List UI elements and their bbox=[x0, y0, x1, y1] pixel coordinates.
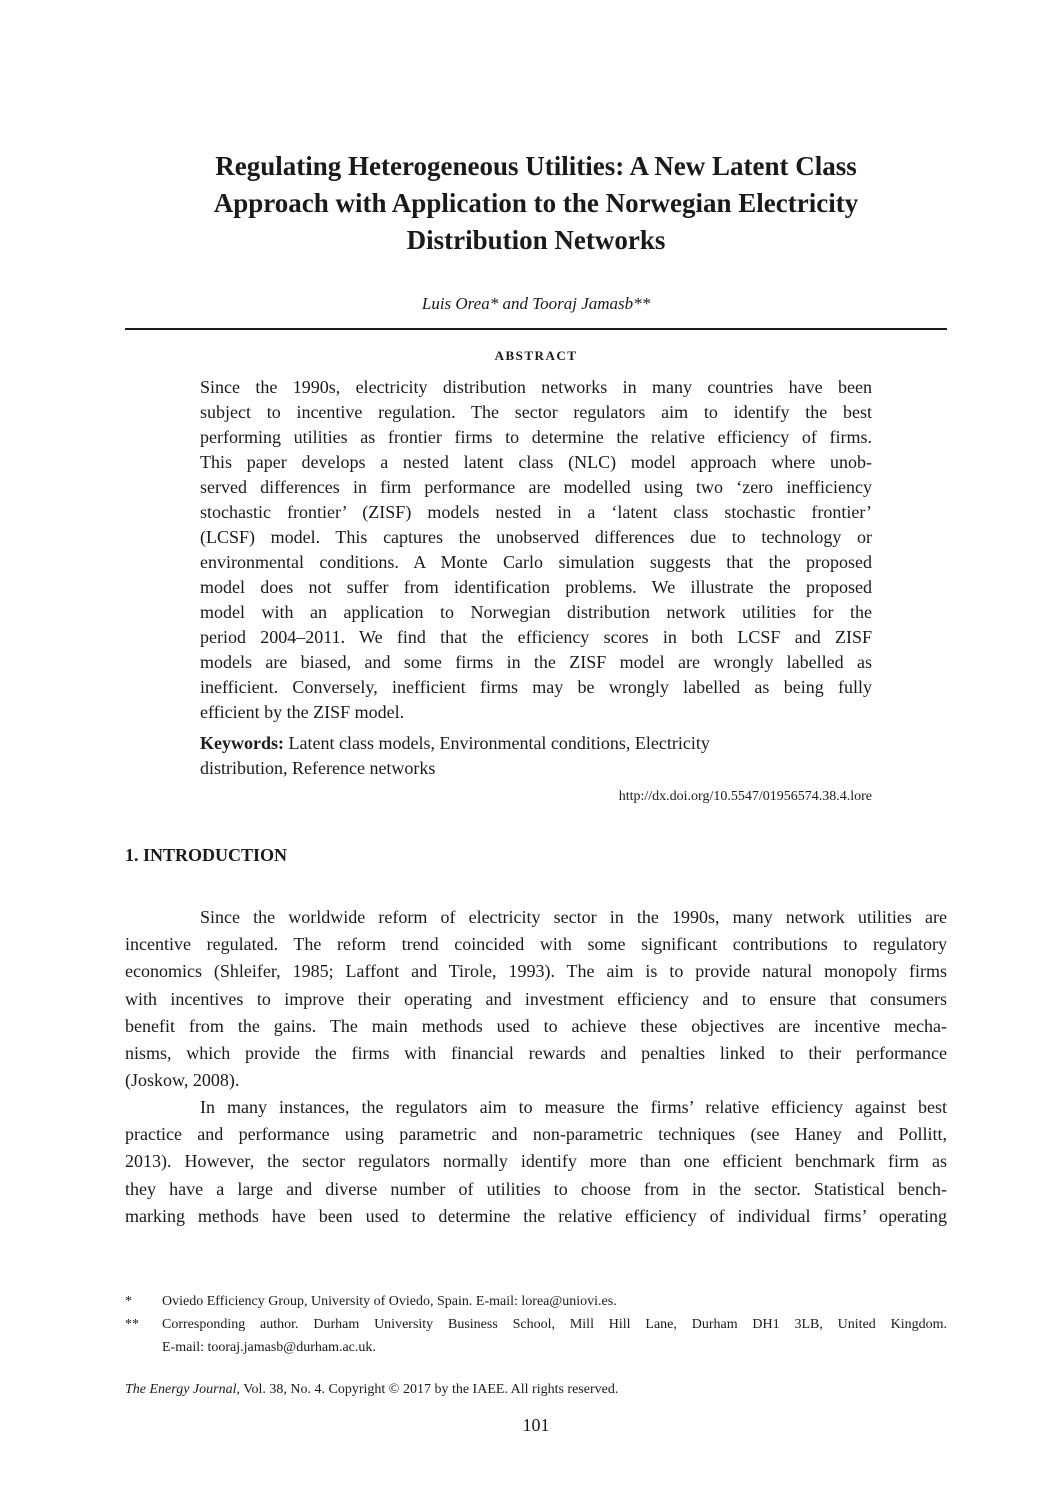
keywords-text: Latent class models, Environmental conditions, Electricity bbox=[284, 733, 710, 753]
paragraph-line: they have a large and diverse number of utilities to choose from in the sector. Statistical bench- bbox=[125, 1178, 947, 1199]
abstract-heading: ABSTRACT bbox=[494, 348, 578, 363]
paragraph-line: incentive regulated. The reform trend coincided with some significant contributions to regulatory bbox=[125, 934, 947, 955]
footnote-mark: ** bbox=[125, 1317, 139, 1332]
abstract-line: Since the 1990s, electricity distribution networks in many countries have been bbox=[200, 377, 872, 397]
footnote-mark: * bbox=[125, 1294, 132, 1309]
section-heading: 1. INTRODUCTION bbox=[125, 845, 288, 865]
journal-details: , Vol. 38, No. 4. Copyright © 2017 by the IAEE. All rights reserved. bbox=[236, 1382, 619, 1397]
keywords-label: Keywords: bbox=[200, 733, 284, 753]
author-line: Luis Orea* and Tooraj Jamasb** bbox=[421, 294, 651, 313]
paragraph-line: nisms, which provide the firms with financial rewards and penalties linked to their performance bbox=[125, 1043, 947, 1064]
paragraph-line: (Joskow, 2008). bbox=[125, 1070, 240, 1091]
title-line: Approach with Application to the Norwegian Electricity bbox=[213, 188, 859, 218]
paragraph-line: In many instances, the regulators aim to measure the firms’ relative efficiency against best bbox=[200, 1097, 947, 1117]
abstract-line: period 2004–2011. We find that the efficiency scores in both LCSF and ZISF bbox=[200, 627, 872, 647]
title-divider bbox=[125, 328, 947, 330]
journal-citation bbox=[125, 1382, 618, 1398]
abstract-line: This paper develops a nested latent class (NLC) model approach where unob- bbox=[200, 452, 872, 472]
abstract-line: environmental conditions. A Monte Carlo simulation suggests that the proposed bbox=[200, 552, 872, 572]
paragraph-line: Since the worldwide reform of electricity sector in the 1990s, many network utilities are bbox=[200, 907, 947, 927]
journal-name: The Energy Journal bbox=[125, 1382, 237, 1397]
title-line: Regulating Heterogeneous Utilities: A New Latent Class bbox=[215, 151, 857, 181]
paragraph-line: marking methods have been used to determine the relative efficiency of individual firms’ operating bbox=[125, 1205, 947, 1226]
footnote-line: Oviedo Efficiency Group, University of Oviedo, Spain. E-mail: lorea@uniovi.es. bbox=[162, 1294, 617, 1309]
abstract-line: model with an application to Norwegian distribution network utilities for the bbox=[200, 602, 872, 622]
abstract-line: model does not suffer from identification problems. We illustrate the proposed bbox=[200, 577, 872, 597]
abstract-line: inefficient. Conversely, inefficient firms may be wrongly labelled as being fully bbox=[200, 677, 872, 697]
abstract-line: models are biased, and some firms in the ZISF model are wrongly labelled as bbox=[200, 652, 872, 672]
paragraph-line: benefit from the gains. The main methods used to achieve these objectives are incentive mecha- bbox=[125, 1015, 947, 1036]
footnote-line: Corresponding author. Durham University Business School, Mill Hill Lane, Durham DH1 3LB, United Kingdom. bbox=[162, 1317, 947, 1332]
paragraph-line: practice and performance using parametric and non-parametric techniques (see Haney and Pollitt, bbox=[125, 1124, 947, 1145]
keywords bbox=[200, 731, 872, 781]
footnotes bbox=[125, 1290, 947, 1359]
footnote bbox=[125, 1290, 947, 1313]
footnote bbox=[125, 1313, 947, 1359]
doi-link[interactable]: http://dx.doi.org/10.5547/01956574.38.4.lore bbox=[618, 789, 872, 804]
paragraph-line: 2013). However, the sector regulators normally identify more than one efficient benchmark firm as bbox=[125, 1151, 947, 1172]
keywords-line: distribution, Reference networks bbox=[200, 758, 436, 778]
paragraph-line: economics (Shleifer, 1985; Laffont and Tirole, 1993). The aim is to provide natural monopoly firms bbox=[125, 961, 947, 982]
abstract-line: served differences in firm performance are modelled using two ‘zero inefficiency bbox=[200, 477, 872, 497]
paper-title bbox=[125, 148, 947, 259]
abstract-line: stochastic frontier’ (ZISF) models nested in a ‘latent class stochastic frontier’ bbox=[200, 502, 872, 522]
paragraph-line: with incentives to improve their operating and investment efficiency and to ensure that consumers bbox=[125, 988, 947, 1009]
body-paragraph bbox=[125, 904, 947, 1094]
body-paragraph bbox=[125, 1094, 947, 1230]
abstract-line: (LCSF) model. This captures the unobserved differences due to technology or bbox=[200, 527, 872, 547]
abstract-line: performing utilities as frontier firms to determine the relative efficiency of firms. bbox=[200, 427, 872, 447]
abstract-body bbox=[200, 375, 872, 725]
footnote-line: E-mail: tooraj.jamasb@durham.ac.uk. bbox=[162, 1340, 376, 1355]
page-number: 101 bbox=[522, 1415, 550, 1435]
keywords-line bbox=[200, 731, 872, 756]
abstract-line: efficient by the ZISF model. bbox=[200, 702, 405, 722]
title-line: Distribution Networks bbox=[406, 225, 666, 255]
abstract-line: subject to incentive regulation. The sector regulators aim to identify the best bbox=[200, 402, 872, 422]
